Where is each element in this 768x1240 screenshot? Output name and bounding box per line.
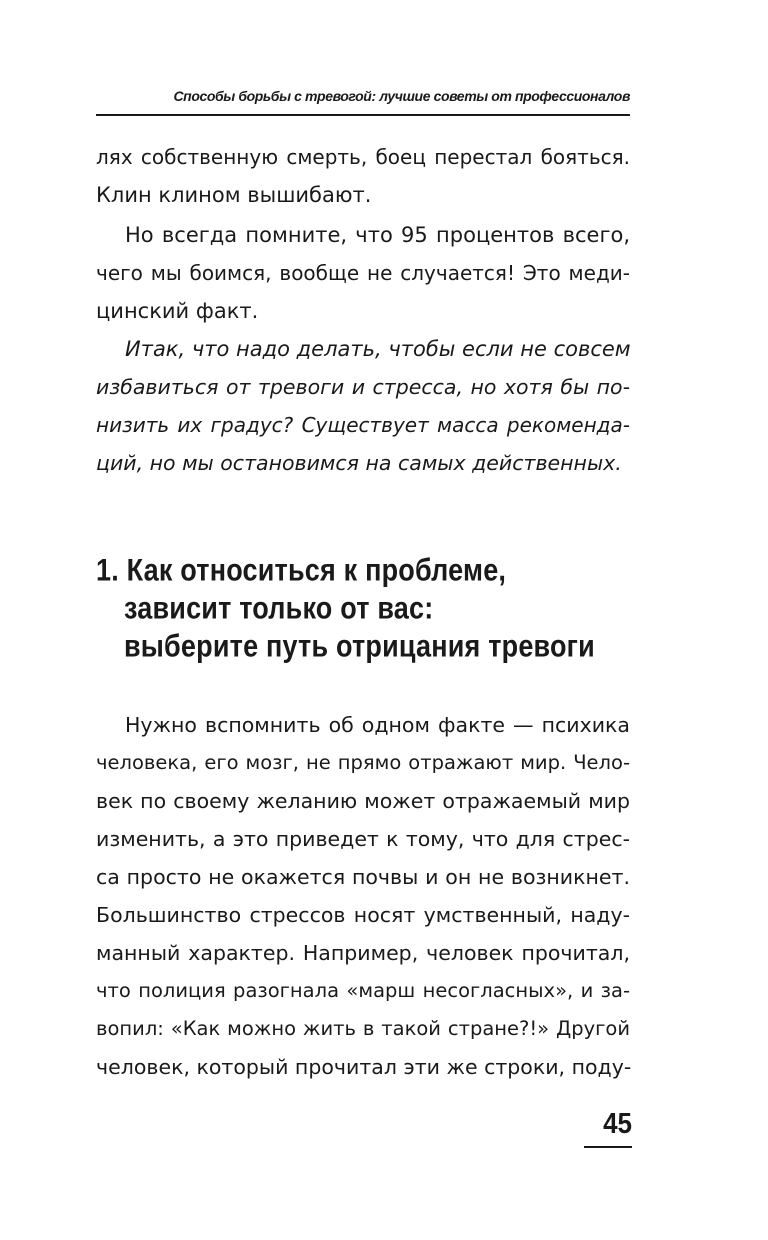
paragraph-4-line: человек, который прочитал эти же строки, поду-	[96, 1055, 632, 1079]
paragraph-4-line: век по своему желанию может отражаемый мир	[96, 789, 630, 813]
paragraph-4-line: вопил: «Как можно жить в такой стране?!» Другой	[96, 1017, 630, 1040]
paragraph-4-line: что полиция разогнала «марш несогласных», и за-	[96, 979, 630, 1002]
header-rule	[96, 114, 630, 116]
paragraph-1-line: Клин клином вышибают.	[96, 183, 372, 207]
paragraph-2-line: чего мы боимся, вообще не случается! Это меди-	[96, 261, 630, 285]
paragraph-2-line: цинский факт.	[96, 299, 259, 323]
paragraph-4-line: Нужно вспомнить об одном факте — психика	[125, 713, 630, 737]
paragraph-3-line: ций, но мы остановимся на самых действенных.	[96, 451, 622, 475]
section-heading-line: выберите путь отрицания тревоги	[124, 628, 595, 664]
paragraph-4-line: изменить, а это приведет к тому, что для стрес-	[96, 827, 630, 851]
paragraph-4-line: Большинство стрессов носят умственный, наду-	[96, 903, 630, 927]
running-header: Способы борьбы с тревогой: лучшие советы от профессионалов	[173, 88, 630, 104]
paragraph-2-line: Но всегда помните, что 95 процентов всего,	[125, 223, 630, 247]
paragraph-4-line: са просто не окажется почвы и он не возникнет.	[96, 865, 630, 889]
footer-rule	[584, 1146, 632, 1148]
section-heading-line: 1. Как относиться к проблеме,	[96, 552, 507, 588]
page-number: 45	[603, 1106, 632, 1140]
paragraph-3-line: избавиться от тревоги и стресса, но хотя бы по-	[96, 375, 630, 399]
paragraph-3-line: низить их градус? Существует масса рекоменда-	[96, 413, 630, 437]
paragraph-4-line: манный характер. Например, человек прочитал,	[96, 941, 630, 965]
section-heading-line: зависит только от вас:	[124, 590, 434, 626]
paragraph-4-line: человека, его мозг, не прямо отражают мир. Чело-	[96, 751, 630, 774]
paragraph-3-line: Итак, что надо делать, чтобы если не совсем	[125, 337, 631, 361]
paragraph-1-line: лях собственную смерть, боец перестал бояться.	[96, 145, 630, 169]
